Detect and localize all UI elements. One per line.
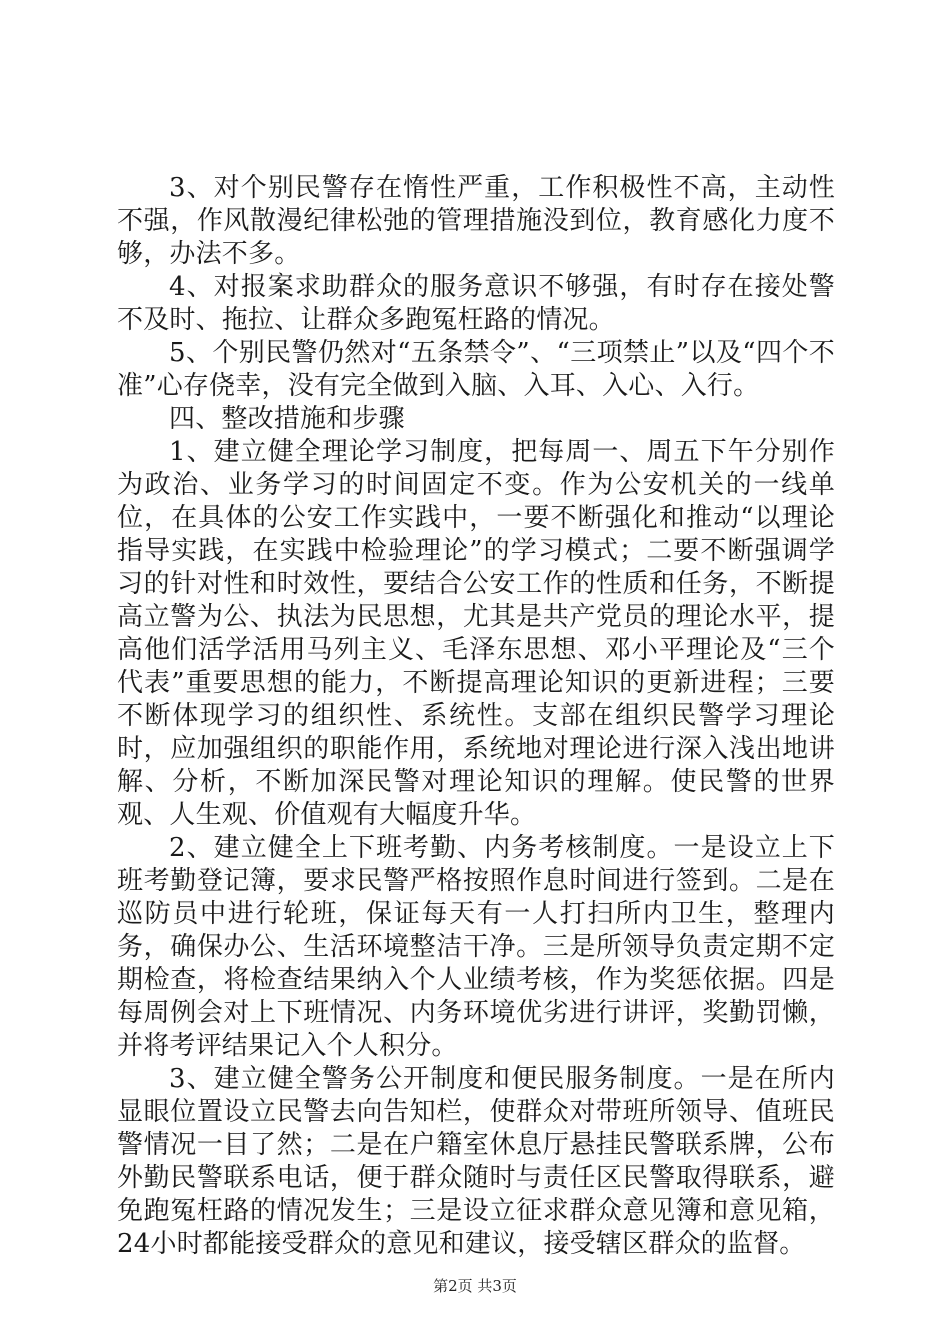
paragraph-item-5: 5、个别民警仍然对“五条禁令”、“三项禁止”以及“四个不准”心存侥幸，没有完全做到入脑、入耳、入心、入行。 — [117, 338, 835, 401]
measure-paragraph-2: 2、建立健全上下班考勤、内务考核制度。一是设立上下班考勤登记簿，要求民警严格按照作息时间进行签到。二是在巡防员中进行轮班，保证每天有一人打扫所内卫生，整理内务，确保办公、生活环境整洁干净。三是所领导负责定期不定期检查，将检查结果纳入个人业绩考核，作为奖惩依据。四是每周例会对上下班情况、内务环境优劣进行讲评，奖勤罚懒，并将考评结果记入个人积分。 — [117, 833, 835, 1061]
page-footer: 第2页 共3页 — [433, 1277, 517, 1295]
paragraph-item-4: 4、对报案求助群众的服务意识不够强，有时存在接处警不及时、拖拉、让群众多跑冤枉路的情况。 — [117, 272, 835, 335]
paragraph-item-3: 3、对个别民警存在惰性严重，工作积极性不高，主动性不强，作风散漫纪律松弛的管理措施没到位，教育感化力度不够，办法不多。 — [117, 173, 835, 269]
section-heading: 四、整改措施和步骤 — [169, 404, 405, 434]
measure-paragraph-1: 1、建立健全理论学习制度，把每周一、周五下午分别作为政治、业务学习的时间固定不变。作为公安机关的一线单位，在具体的公安工作实践中，一要不断强化和推动“以理论指导实践，在实践中检验理论”的学习模式；二要不断强调学习的针对性和时效性，要结合公安工作的性质和任务，不断提高立警为公、执法为民思想，尤其是共产党员的理论水平，提高他们活学活用马列主义、毛泽东思想、邓小平理论及“三个代表”重要思想的能力，不断提高理论知识的更新进程；三要不断体现学习的组织性、系统性。支部在组织民警学习理论时，应加强组织的职能作用，系统地对理论进行深入浅出地讲解、分析，不断加深民警对理论知识的理解。使民警的世界观、人生观、价值观有大幅度升华。 — [117, 437, 835, 830]
document-body — [117, 172, 835, 1261]
measure-paragraph-3: 3、建立健全警务公开制度和便民服务制度。一是在所内显眼位置设立民警去向告知栏，使群众对带班所领导、值班民警情况一目了然；二是在户籍室休息厅悬挂民警联系牌，公布外勤民警联系电话，便于群众随时与责任区民警取得联系，避免跑冤枉路的情况发生；三是设立征求群众意见簿和意见箱，24小时都能接受群众的意见和建议，接受辖区群众的监督。 — [117, 1064, 835, 1259]
